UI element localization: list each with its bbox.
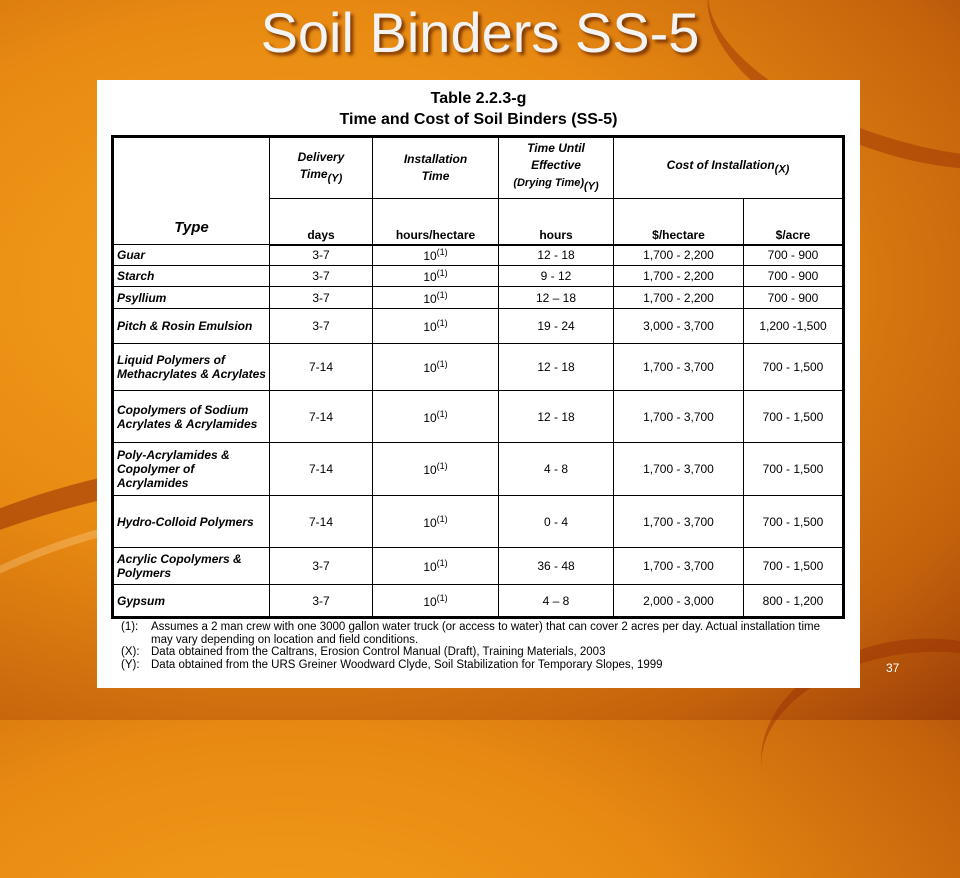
row-cost-hectare: 1,700 - 2,200 (614, 245, 744, 266)
table-caption-title: Time and Cost of Soil Binders (SS-5) (339, 111, 618, 128)
row-effective: 4 - 8 (499, 443, 614, 496)
header-delivery-time: Delivery Time$_{(Y)}$ (270, 137, 373, 199)
header-cost-of-installation: Cost of Installation$_{(X)}$ (614, 137, 844, 199)
row-cost-hectare: 1,700 - 3,700 (614, 496, 744, 548)
unit-hours: hours (499, 199, 614, 245)
table-caption-number: Table 2.2.3-g (430, 90, 527, 107)
unit-dollars-hectare: $/hectare (614, 199, 744, 245)
row-type: Liquid Polymers of Methacrylates & Acrylates (113, 344, 270, 391)
unit-hours-hectare: hours/hectare (373, 199, 499, 245)
row-effective: 12 - 18 (499, 391, 614, 443)
row-cost-acre: 700 - 1,500 (744, 344, 844, 391)
row-cost-acre: 700 - 1,500 (744, 496, 844, 548)
row-type: Psyllium (113, 287, 270, 309)
row-cost-hectare: 2,000 - 3,000 (614, 585, 744, 618)
row-effective: 9 - 12 (499, 266, 614, 287)
footnote-text: Assumes a 2 man crew with one 3000 gallon water truck (or access to water) that can cover 2 acres per day. Actual installation time may vary depending on location and field conditions. (151, 621, 821, 646)
row-cost-hectare: 1,700 - 2,200 (614, 287, 744, 309)
row-delivery: 3-7 (270, 245, 373, 266)
table-row (113, 266, 844, 287)
row-cost-acre: 700 - 1,500 (744, 391, 844, 443)
table-image (97, 80, 860, 688)
row-cost-hectare: 1,700 - 3,700 (614, 391, 744, 443)
row-type: Hydro-Colloid Polymers (113, 496, 270, 548)
row-cost-hectare: 1,700 - 3,700 (614, 344, 744, 391)
row-install: 10$^{(1)}$ (373, 391, 499, 443)
row-cost-hectare: 1,700 - 3,700 (614, 548, 744, 585)
row-effective: 19 - 24 (499, 309, 614, 344)
row-type: Copolymers of Sodium Acrylates & Acrylamides (113, 391, 270, 443)
table-row (113, 585, 844, 618)
row-type: Pitch & Rosin Emulsion (113, 309, 270, 344)
table-row (113, 287, 844, 309)
footnote (121, 659, 841, 672)
row-effective: 0 - 4 (499, 496, 614, 548)
footnote-key: (1): (121, 621, 139, 633)
row-install: 10$^{(1)}$ (373, 309, 499, 344)
row-delivery: 3-7 (270, 548, 373, 585)
row-cost-hectare: 1,700 - 2,200 (614, 266, 744, 287)
table-row (113, 245, 844, 266)
row-delivery: 7-14 (270, 496, 373, 548)
slide-number: 37 (886, 661, 900, 675)
table-row (113, 391, 844, 443)
table-row (113, 309, 844, 344)
row-effective: 12 – 18 (499, 287, 614, 309)
row-type: Acrylic Copolymers & Polymers (113, 548, 270, 585)
row-delivery: 3-7 (270, 585, 373, 618)
table-row (113, 344, 844, 391)
table-footnotes (121, 621, 841, 671)
row-install: 10$^{(1)}$ (373, 287, 499, 309)
table-row (113, 496, 844, 548)
row-cost-acre: 800 - 1,200 (744, 585, 844, 618)
header-installation-time: Installation Time (373, 137, 499, 199)
row-delivery: 3-7 (270, 309, 373, 344)
row-effective: 36 - 48 (499, 548, 614, 585)
row-delivery: 3-7 (270, 287, 373, 309)
row-install: 10$^{(1)}$ (373, 245, 499, 266)
footnote (121, 621, 841, 646)
row-install: 10$^{(1)}$ (373, 266, 499, 287)
row-delivery: 7-14 (270, 391, 373, 443)
footnote-text: Data obtained from the Caltrans, Erosion Control Manual (Draft), Training Materials, 2003 (151, 646, 606, 658)
header-type: Type (113, 137, 270, 245)
footnote (121, 646, 841, 659)
row-install: 10$^{(1)}$ (373, 344, 499, 391)
row-install: 10$^{(1)}$ (373, 496, 499, 548)
row-delivery: 3-7 (270, 266, 373, 287)
slide-title: Soil Binders SS-5 (260, 1, 700, 64)
row-delivery: 7-14 (270, 344, 373, 391)
row-type: Poly-Acrylamides & Copolymer of Acrylamides (113, 443, 270, 496)
row-cost-acre: 700 - 1,500 (744, 443, 844, 496)
unit-days: days (270, 199, 373, 245)
row-effective: 12 - 18 (499, 245, 614, 266)
table-row (113, 548, 844, 585)
footnote-key: (Y): (121, 658, 140, 671)
row-cost-hectare: 3,000 - 3,700 (614, 309, 744, 344)
table-row (113, 443, 844, 496)
row-cost-acre: 700 - 1,500 (744, 548, 844, 585)
row-type: Starch (113, 266, 270, 287)
row-type: Guar (113, 245, 270, 266)
row-effective: 12 - 18 (499, 344, 614, 391)
row-install: 10$^{(1)}$ (373, 443, 499, 496)
row-delivery: 7-14 (270, 443, 373, 496)
row-cost-acre: 1,200 -1,500 (744, 309, 844, 344)
row-cost-acre: 700 - 900 (744, 287, 844, 309)
footnote-key: (X): (121, 646, 140, 658)
row-cost-hectare: 1,700 - 3,700 (614, 443, 744, 496)
header-time-until-effective: Time Until Effective (Drying $Time)_{(Y)}$ (499, 137, 614, 199)
row-cost-acre: 700 - 900 (744, 245, 844, 266)
row-effective: 4 – 8 (499, 585, 614, 618)
row-install: 10$^{(1)}$ (373, 585, 499, 618)
row-cost-acre: 700 - 900 (744, 266, 844, 287)
footnote-text: Data obtained from the URS Greiner Woodward Clyde, Soil Stabilization for Temporary Slopes, 1999 (151, 658, 663, 671)
unit-dollars-acre: $/acre (744, 199, 844, 245)
row-install: 10$^{(1)}$ (373, 548, 499, 585)
soil-binders-table (111, 135, 845, 619)
row-type: Gypsum (113, 585, 270, 618)
